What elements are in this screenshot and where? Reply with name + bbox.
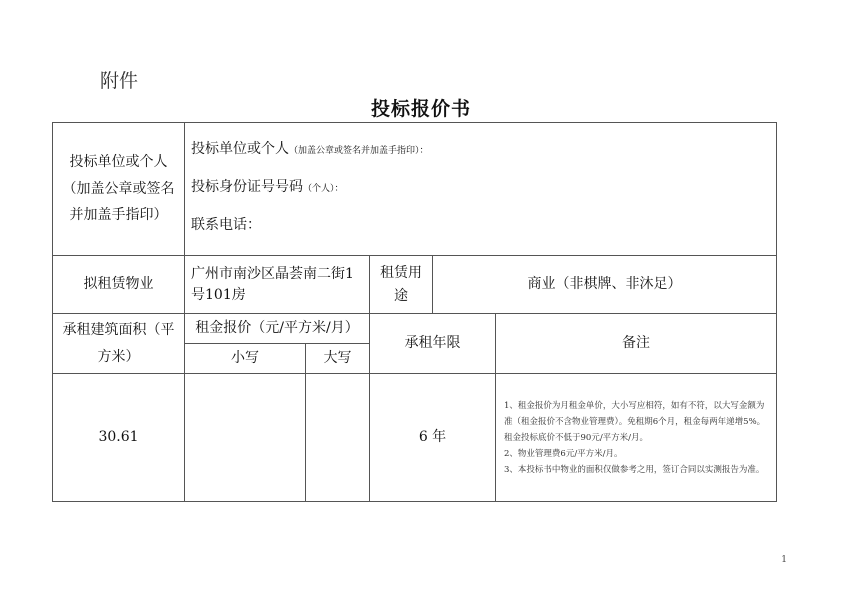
remarks-header: 备注 xyxy=(496,314,777,374)
rent-lower-value[interactable] xyxy=(185,374,306,502)
property-label: 拟租赁物业 xyxy=(53,256,185,314)
rent-header: 租金报价（元/平方米/月） xyxy=(185,314,370,344)
page-number: 1 xyxy=(781,555,787,565)
use-value: 商业（非棋牌、非沐足） xyxy=(433,256,777,314)
bid-table xyxy=(52,122,777,502)
rent-upper-value[interactable] xyxy=(306,374,370,502)
use-label: 租赁用途 xyxy=(370,256,433,314)
property-row xyxy=(53,256,777,314)
remarks-notes xyxy=(496,374,777,502)
document-title: 投标报价书 xyxy=(370,98,471,120)
property-address: 广州市南沙区晶荟南二街1号101房 xyxy=(185,256,370,314)
bidder-unit-note: （加盖公章或签名并加盖手指印）： xyxy=(289,146,429,156)
note-item: 2、物业管理费6元/平方米/月。 xyxy=(504,448,623,459)
bidder-label: 投标单位或个人（加盖公章或签名并加盖手指印） xyxy=(62,154,175,224)
bidder-unit-main: 投标单位或个人 xyxy=(191,141,289,157)
bidder-unit-line xyxy=(191,131,770,169)
bidder-phone-line: 联系电话： xyxy=(191,217,261,233)
attachment-label: 附件 xyxy=(100,70,139,92)
header-row xyxy=(53,314,777,344)
term-value: 6 年 xyxy=(370,374,496,502)
data-row xyxy=(53,374,777,502)
bidder-label-cell xyxy=(53,123,185,256)
lower-header: 小写 xyxy=(185,344,306,374)
note-item: 1、租金报价为月租金单价，大小写应相符，如有不符，以大写金额为准（租金报价不含物业管理费）。免租期6个月，租金每两年递增5%。租金投标底价不低于90元/平方米/月。 xyxy=(504,400,766,443)
bidder-row xyxy=(53,123,777,256)
upper-header: 大写 xyxy=(306,344,370,374)
bidder-id-note: （个人）： xyxy=(303,184,344,194)
bidder-info-cell[interactable] xyxy=(185,123,777,256)
area-header: 承租建筑面积（平方米） xyxy=(53,314,185,374)
bidder-id-line xyxy=(191,169,770,207)
term-header: 承租年限 xyxy=(370,314,496,374)
note-item: 3、本投标书中物业的面积仅做参考之用，签订合同以实测报告为准。 xyxy=(504,464,765,475)
bidder-id-main: 投标身份证号号码 xyxy=(191,179,303,195)
area-value: 30.61 xyxy=(53,374,185,502)
